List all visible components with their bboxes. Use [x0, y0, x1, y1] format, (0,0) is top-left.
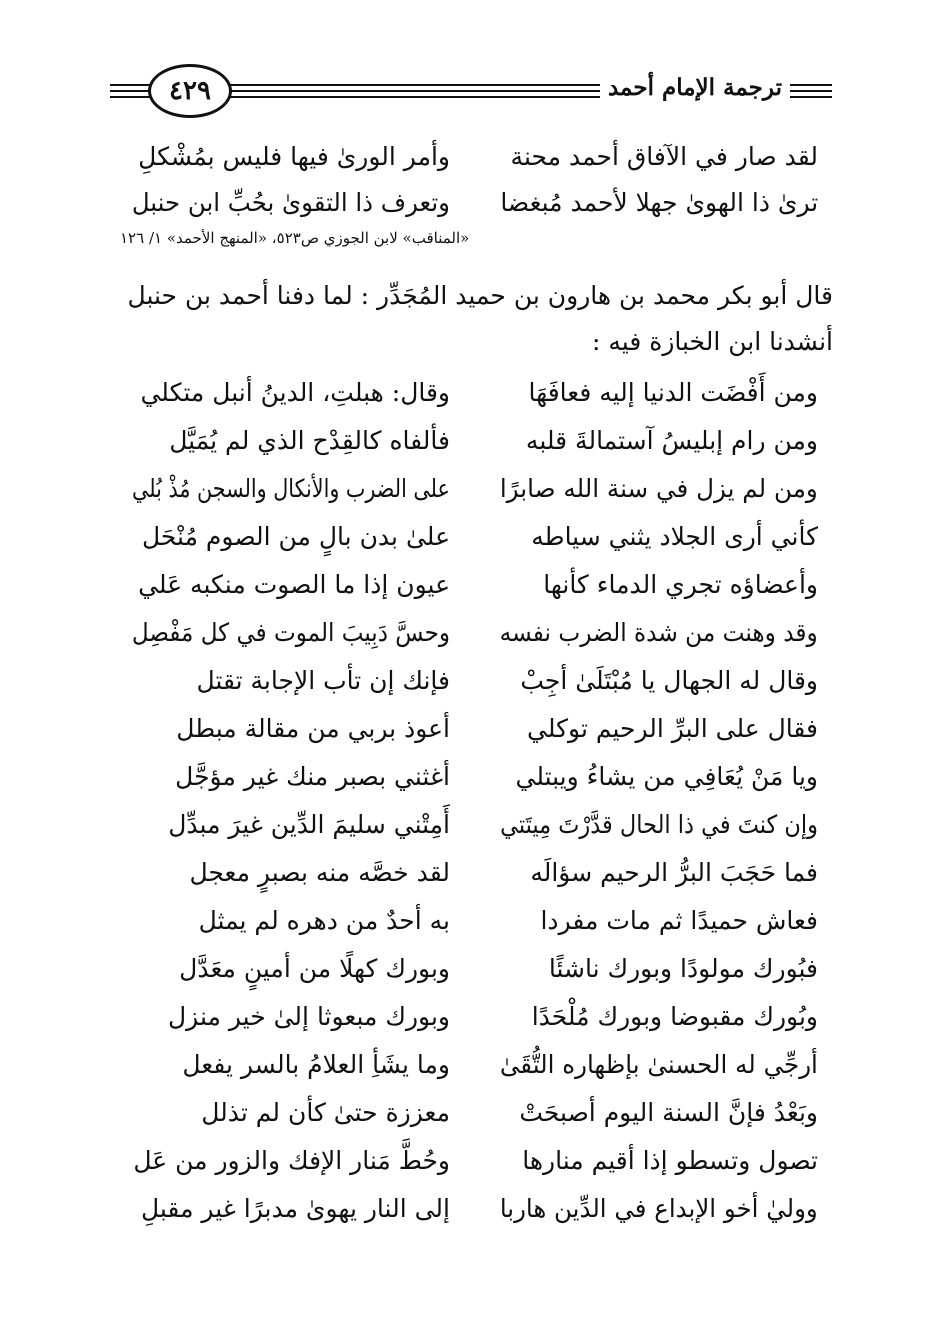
- verse-row: [0, 756, 943, 802]
- verse-row: [0, 900, 943, 946]
- hemistich-right: وبَعْدُ فإنَّ السنة اليوم أصبحَتْ: [519, 1098, 818, 1127]
- verse-row: [0, 468, 943, 514]
- hemistich-left: علىٰ بدن بالٍ من الصوم مُنْحَل: [141, 522, 450, 551]
- hemistich-right: وأعضاؤه تجري الدماء كأنها: [543, 570, 818, 599]
- hemistich-left: به أحدٌ من دهره لم يمثل: [198, 906, 450, 935]
- verse-row: [0, 948, 943, 994]
- hemistich-right: لقد صار في الآفاق أحمد محنة: [510, 142, 818, 171]
- hemistich-left: فإنك إن تأب الإجابة تقتل: [196, 666, 450, 695]
- verse-row: [0, 372, 943, 418]
- citation: [120, 229, 820, 247]
- hemistich-left: وحُطَّ مَنار الإفك والزور من عَل: [133, 1146, 450, 1175]
- hemistich-right: وإن كنتَ في ذا الحال قدَّرْتَ مِيتَتي: [500, 810, 818, 839]
- hemistich-left: وبورك مبعوثا إلىٰ خير منزل: [168, 1002, 450, 1031]
- hemistich-left: وأمر الورىٰ فيها فليس بمُشْكلِ: [138, 142, 450, 171]
- hemistich-left: على الضرب والأنكال والسجن مُذْ بُلي: [132, 474, 450, 503]
- hemistich-right: كأني أرى الجلاد يثني سياطه: [531, 522, 818, 551]
- hemistich-right: ووليٰ أخو الإبداع في الدِّين هاربا: [500, 1194, 818, 1223]
- hemistich-right: وقال له الجهال يا مُبْتَلَىٰ أجِبْ: [520, 666, 818, 695]
- verse-row: [0, 420, 943, 466]
- verse-row: [0, 1188, 943, 1234]
- verse-row: [0, 1092, 943, 1138]
- hemistich-left: وبورك كهلًا من أمينٍ معَدَّل: [179, 954, 450, 983]
- hemistich-right: فبُورك مولودًا وبورك ناشئًا: [548, 954, 818, 983]
- citation-text: «المناقب» لابن الجوزي ص٥٢٣، «المنهج الأحمد» ١/ ١٢٦: [120, 229, 470, 247]
- hemistich-left: إلى النار يهوىٰ مدبرًا غير مقبلِ: [140, 1194, 450, 1223]
- hemistich-left: أعوذ بربي من مقالة مبطل: [176, 714, 450, 743]
- page-header: [110, 62, 832, 118]
- hemistich-right: ومن لم يزل في سنة الله صابرًا: [500, 474, 818, 503]
- verse-row: [0, 564, 943, 610]
- hemistich-left: معززة حتىٰ كأن لم تذلل: [201, 1098, 450, 1127]
- hemistich-right: أرجِّي له الحسنىٰ بإظهاره التُّقَىٰ: [499, 1050, 818, 1079]
- hemistich-right: تصول وتسطو إذا أقيم منارها: [522, 1146, 818, 1175]
- hemistich-left: وقال: هبلتِ، الدينُ أنبل متكلي: [140, 378, 450, 407]
- page-number: ٤٢٩: [148, 64, 232, 118]
- verse-row: [0, 1044, 943, 1090]
- verse-row: [0, 516, 943, 562]
- hemistich-left: لقد خصَّه منه بصبرٍ معجل: [189, 858, 450, 887]
- hemistich-right: فقال على البرِّ الرحيم توكلي: [527, 714, 818, 743]
- hemistich-left: فألفاه كالقِدْح الذي لم يُمَيَّل: [169, 426, 450, 455]
- hemistich-right: ترىٰ ذا الهوىٰ جهلا لأحمد مُبغضا: [500, 188, 818, 217]
- verse-row: [0, 708, 943, 754]
- verse-row: [0, 136, 943, 182]
- hemistich-right: ومن أَفْضَت الدنيا إليه فعافَهَا: [528, 378, 818, 407]
- verse-row: [0, 182, 943, 228]
- hemistich-right: فما حَجَبَ البرُّ الرحيم سؤالَه: [530, 858, 818, 887]
- hemistich-right: ومن رام إبليسُ آستمالةَ قلبه: [525, 426, 818, 455]
- hemistich-left: عيون إذا ما الصوت منكبه عَلي: [138, 570, 450, 599]
- hemistich-left: وحسَّ دَبِيبَ الموت في كل مَفْصِل: [131, 618, 450, 647]
- hemistich-left: أغثني بصبر منك غير مؤجَّل: [175, 762, 450, 791]
- verse-row: [0, 612, 943, 658]
- hemistich-right: ويا مَنْ يُعَافِي من يشاءُ ويبتلي: [515, 762, 818, 791]
- hemistich-left: وتعرف ذا التقوىٰ بحُبِّ ابن حنبل: [131, 188, 450, 217]
- hemistich-left: أَمِتْني سليمَ الدِّين غيرَ مبدِّل: [168, 810, 450, 839]
- verse-row: [0, 804, 943, 850]
- hemistich-right: وقد وهنت من شدة الضرب نفسه: [499, 618, 818, 647]
- verse-row: [0, 660, 943, 706]
- hemistich-right: وبُورك مقبوضا وبورك مُلْحَدًا: [531, 1002, 818, 1031]
- prose-line: أنشدنا ابن الخبازة فيه :: [592, 327, 833, 356]
- hemistich-right: فعاش حميدًا ثم مات مفردا: [540, 906, 818, 935]
- running-title: ترجمة الإمام أحمد: [600, 74, 790, 101]
- prose-line: قال أبو بكر محمد بن هارون بن حميد المُجَدِّر : لما دفنا أحمد بن حنبل: [127, 281, 833, 310]
- verse-row: [0, 996, 943, 1042]
- verse-row: [0, 852, 943, 898]
- hemistich-left: وما يشَأِ العلامُ بالسر يفعل: [182, 1050, 450, 1079]
- verse-row: [0, 1140, 943, 1186]
